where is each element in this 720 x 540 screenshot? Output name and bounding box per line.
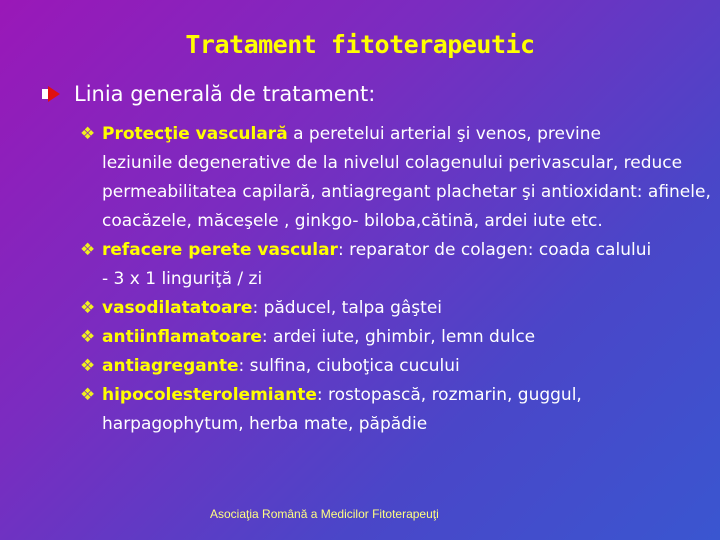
diamond-flower-bullet-icon: ❖ [80, 356, 96, 376]
item-text-continued: - 3 x 1 linguriţă / zi [102, 269, 263, 289]
diamond-flower-bullet-icon: ❖ [80, 240, 96, 260]
list-item [80, 323, 720, 352]
footer-text: Asociaţia Română a Medicilor Fitoterapeuţi [210, 507, 439, 521]
item-term: antiinflamatoare [102, 327, 262, 347]
intro-text: Linia generală de tratament: [74, 82, 376, 106]
diamond-flower-bullet-icon: ❖ [80, 124, 96, 144]
item-text: : păducel, talpa gâştei [252, 298, 443, 318]
treatment-list [80, 120, 720, 439]
item-text: : reparator de colagen: coada calului [337, 240, 652, 260]
intro-line [40, 82, 375, 106]
arrow-bullet-icon [40, 86, 62, 102]
item-term: Protecţie vasculară [102, 124, 288, 144]
item-term: vasodilatatoare [102, 298, 253, 318]
diamond-flower-bullet-icon: ❖ [80, 385, 96, 405]
item-term: hipocolesterolemiante [102, 385, 317, 405]
item-term: antiagregante [102, 356, 239, 376]
item-text: : ardei iute, ghimbir, lemn dulce [261, 327, 536, 347]
item-text: : sulfina, ciuboţica cucului [238, 356, 460, 376]
list-item [80, 352, 720, 381]
item-text-continued: leziunile degenerative de la nivelul colagenului perivascular, reduce permeabilitatea capilară, antiagregant plachetar şi antioxidant: afinele, coacăzele, măceşele , ginkgo- biloba,cătină, ardei iute etc. [102, 153, 711, 231]
diamond-flower-bullet-icon: ❖ [80, 327, 96, 347]
item-text: a peretelui arterial şi venos, previne [287, 124, 601, 144]
item-text: : rostopască, rozmarin, guggul, [316, 385, 582, 405]
list-item [80, 236, 720, 294]
diamond-flower-bullet-icon: ❖ [80, 298, 96, 318]
list-item [80, 120, 720, 236]
list-item [80, 294, 720, 323]
slide-title: Tratament fitoterapeutic [185, 30, 535, 59]
list-item [80, 381, 720, 439]
item-term: refacere perete vascular [102, 240, 338, 260]
item-text-continued: harpagophytum, herba mate, păpădie [102, 414, 428, 434]
